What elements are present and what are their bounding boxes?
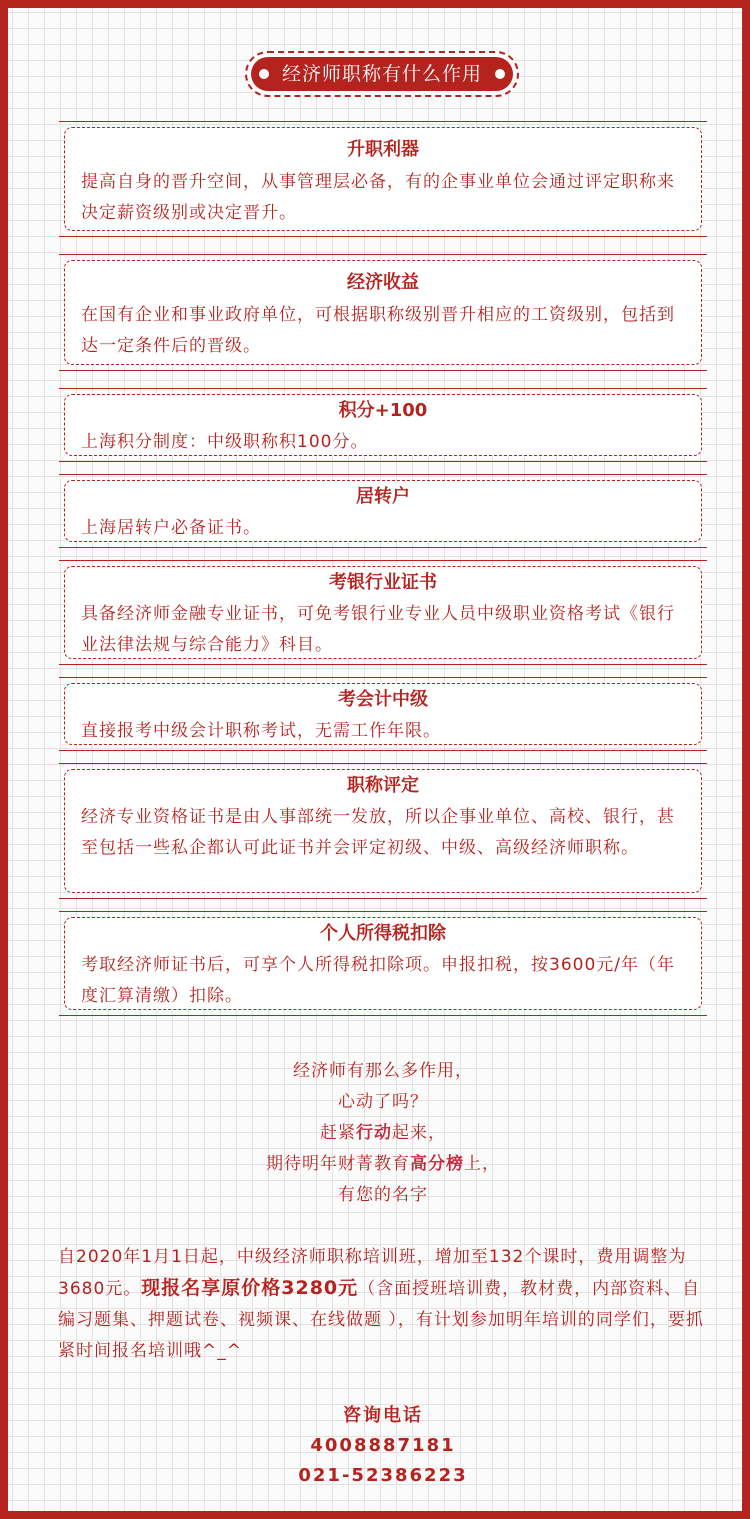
section-evaluation [59,763,707,899]
section-hukou [59,474,707,548]
section-body: 经济专业资格证书是由人事部统一发放，所以企事业单位、高校、银行，甚至包括一些私企都认可此证书并会评定初级、中级、高级经济师职称。 [81,807,675,858]
promo-price: 现报名享原价格3280元 [141,1277,359,1299]
closing-line: 有您的名字 [338,1185,428,1205]
section-body: 具备经济师金融专业证书，可免考银行业专业人员中级职业资格考试《银行业法律法规与综合能力》科目。 [81,604,675,655]
section-card [64,769,702,893]
section-card [64,127,702,231]
section-title: 个人所得税扣除 [320,923,446,944]
closing-message [58,1056,708,1211]
section-title: 职称评定 [347,775,419,796]
section-title: 考会计中级 [338,689,428,710]
header-badge [245,51,519,97]
section-accounting [59,677,707,751]
closing-line: 赶紧行动起来， [320,1123,446,1143]
section-title: 升职利器 [347,139,419,160]
section-promotion [59,121,707,237]
section-body: 在国有企业和事业政府单位，可根据职称级别晋升相应的工资级别，包括到达一定条件后的晋级。 [81,305,675,356]
dot-icon [259,69,269,79]
contact-label: 咨询电话 [343,1405,423,1426]
section-body: 上海居转户必备证书。 [81,518,261,538]
closing-line: 经济师有那么多作用， [293,1061,473,1081]
section-income [59,254,707,371]
section-title: 积分+100 [338,400,428,421]
section-title: 居转户 [356,486,410,507]
phone-number[interactable]: 021-52386223 [298,1465,468,1486]
closing-line: 心动了吗？ [338,1092,428,1112]
section-title: 考银行业证书 [329,572,437,593]
promo-text [58,1242,710,1367]
section-card [64,566,702,659]
section-tax [59,911,707,1016]
section-body: 上海积分制度：中级职称积100分。 [81,432,369,452]
promo-part: 自2020年1月1日起，中级经济师职称培训班，增加至132个课时，费用调整为3680元。 [58,1247,687,1299]
section-card [64,917,702,1010]
section-card [64,260,702,365]
section-body: 考取经济师证书后，可享个人所得税扣除项。申报扣税，按3600元/年（年度汇算清缴）扣除。 [81,955,675,1006]
section-card [64,394,702,456]
section-card [64,683,702,745]
header-pill [251,57,513,91]
promo-part: （含面授班培训费，教材费，内部资料、自编习题集、押题试卷、视频课、在线做题 ），有计划参加明年培训的同学们，要抓紧时间报名培训哦^_^ [58,1279,704,1361]
contact-block [58,1401,708,1491]
page-title: 经济师职称有什么作用 [281,63,482,85]
closing-line: 期待明年财菁教育高分榜上， [266,1154,500,1174]
section-banking [59,560,707,665]
section-card [64,480,702,542]
section-title: 经济收益 [347,272,419,293]
dot-icon [495,69,505,79]
section-body: 直接报考中级会计职称考试，无需工作年限。 [81,721,441,741]
phone-number[interactable]: 4008887181 [310,1435,456,1456]
section-body: 提高自身的晋升空间，从事管理层必备，有的企事业单位会通过评定职称来决定薪资级别或决定晋升。 [81,172,675,223]
section-points [59,388,707,462]
